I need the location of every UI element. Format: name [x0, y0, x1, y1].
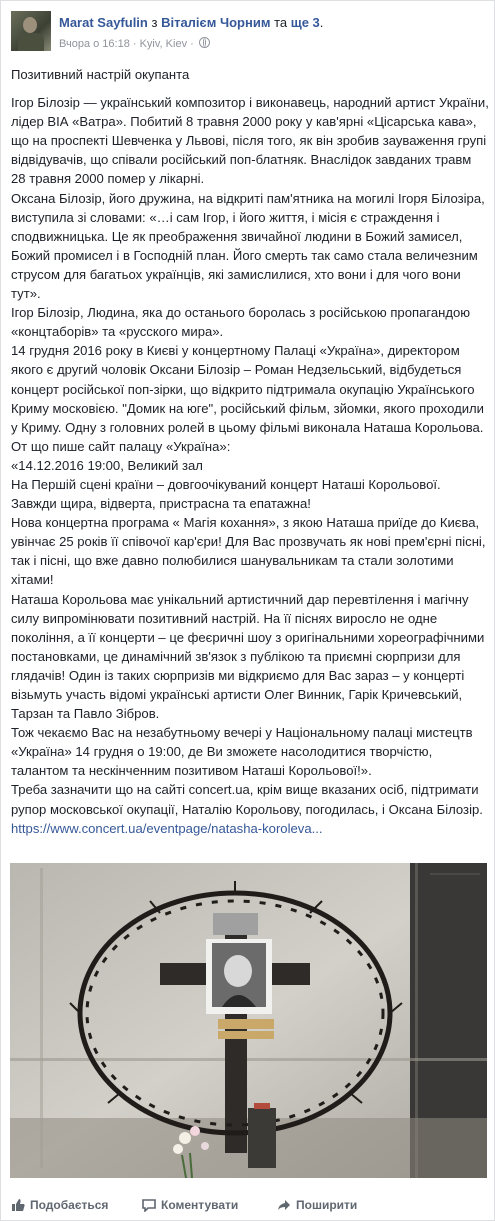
like-button[interactable]	[11, 1198, 108, 1212]
post-text	[11, 65, 489, 838]
post-title: Позитивний настрій окупанта	[11, 67, 190, 82]
comment-button[interactable]	[142, 1198, 238, 1212]
post-paragraph: 14 грудня 2016 року в Києві у концертному Палаці «Україна», директором якого є другий чоловік Оксани Білозір – Роман Недзельський, відбудеться концерт російської поп-зірки, що відкрито підтримала окупацію Українського Криму московією. "Домик на юге", російський фільм, зйомки, якого проходили у Криму. Одну з головних ролей в цьому фільмі виконала Наташа Корольова.	[11, 343, 484, 435]
post-paragraph: Оксана Білозір, його дружина, на відкриті пам'ятника на могилі Ігоря Білозіра, виступила зі словами: «…і сам Ігор, і його життя, і місія є страждення і сподвижницька. Це як преображення звичайної людини в Божий замисел, Божий промисел і в Господній план. Його смерть так само стала величезним струсом для багатьох українців, які замислилися, хто вони і для чого вони тут».	[11, 190, 485, 302]
and-word: та	[274, 15, 288, 30]
author-name-link[interactable]: Marat Sayfulin	[59, 15, 148, 30]
share-button[interactable]	[277, 1198, 357, 1212]
speech-bubble-icon	[142, 1198, 156, 1212]
post-paragraph: Нова концертна програма « Магія кохання», з якою Наташа приїде до Києва, увінчає 25 років її співочої кар'єри! Для Вас прозвучать як нові прем'єрні пісні, так і пісні, що вже давно полюбилися шанувальникам та стали золотими хітами!	[11, 515, 486, 588]
tagged-person-link[interactable]: Віталієм Чорним	[161, 15, 271, 30]
comment-label: Коментувати	[161, 1198, 239, 1212]
post-actions-bar	[1, 1190, 494, 1220]
memorial-photo-image	[10, 863, 487, 1178]
post-paragraph: На Першій сцені країни – довгоочікуваний концерт Наташі Корольової. Завжди щира, відверта, пристрасна та епатажна!	[11, 476, 441, 512]
like-label: Подобається	[30, 1198, 109, 1212]
post-paragraph: «14.12.2016 19:00, Великий зал	[11, 457, 203, 473]
author-avatar[interactable]	[11, 11, 51, 51]
share-arrow-icon	[277, 1198, 291, 1212]
post-paragraph	[11, 780, 489, 837]
post-photo[interactable]	[10, 863, 487, 1178]
post-paragraph-text: Треба зазначити що на сайті concert.ua, крім вище вказаних осіб, підтримати рупор московської окупації, Наталію Корольову, погодилась, і Оксана Білозір.	[11, 782, 483, 817]
post-paragraph: От що пише сайт палацу «Україна»:	[11, 438, 231, 454]
with-prefix: з	[151, 15, 158, 30]
post-paragraph: Тож чекаємо Вас на незабутньому вечері у Національному палаці мистецтв «Україна» 14 грудня о 19:00, де Ви зможете насолодитися творчістю, талантом та нескінченним позитивом Наташі Корольової!».	[11, 725, 473, 779]
tagged-others-link[interactable]: ще 3	[290, 15, 320, 30]
thumbs-up-icon	[11, 1198, 25, 1212]
post-paragraph: Ігор Білозір, Людина, яка до останього боролась з російською пропагандою «концтаборів» та «русского мира».	[11, 305, 471, 340]
concert-link[interactable]: https://www.concert.ua/eventpage/natasha-koroleva...	[11, 820, 323, 836]
post-meta	[59, 37, 210, 50]
post-header	[11, 11, 484, 55]
post-paragraph: Наташа Корольова має унікальний артистичний дар перевтілення і магічну силу випромінювати позитивний настрій. На її піснях виросло не одне покоління, а її концерти – це феєричні шоу з оригінальними хореографічними постановками, це динамічний зв'язок з публікою та приємні сюрпризи для глядачів! Один із таких сюрпризів ми відкриємо для Вас зараз – у концерті візьмуть участь відомі українські артисти Олег Винник, Гарік Кричевський, Тарзан та Павло Зібров.	[11, 591, 485, 722]
post-location: · Kyiv, Kiev ·	[132, 38, 194, 50]
post-author-line	[59, 15, 323, 30]
post-paragraph: Ігор Білозір — український композитор і виконавець, народний артист України, лідер ВІА «Ватра». Побитий 8 травня 2000 року у кав'ярні «Цісарська кава», що на проспекті Шевченка у Львові, після того, як він зробив зауваження групі відвідувачів, що співали російський поп-блатняк. Внаслідок завданих травм 28 травня 2000 помер у лікарні.	[11, 95, 489, 187]
globe-icon	[199, 37, 210, 48]
post-timestamp-link[interactable]: Вчора о 16:18	[59, 38, 130, 50]
share-label: Поширити	[296, 1198, 358, 1212]
period: .	[319, 15, 324, 30]
